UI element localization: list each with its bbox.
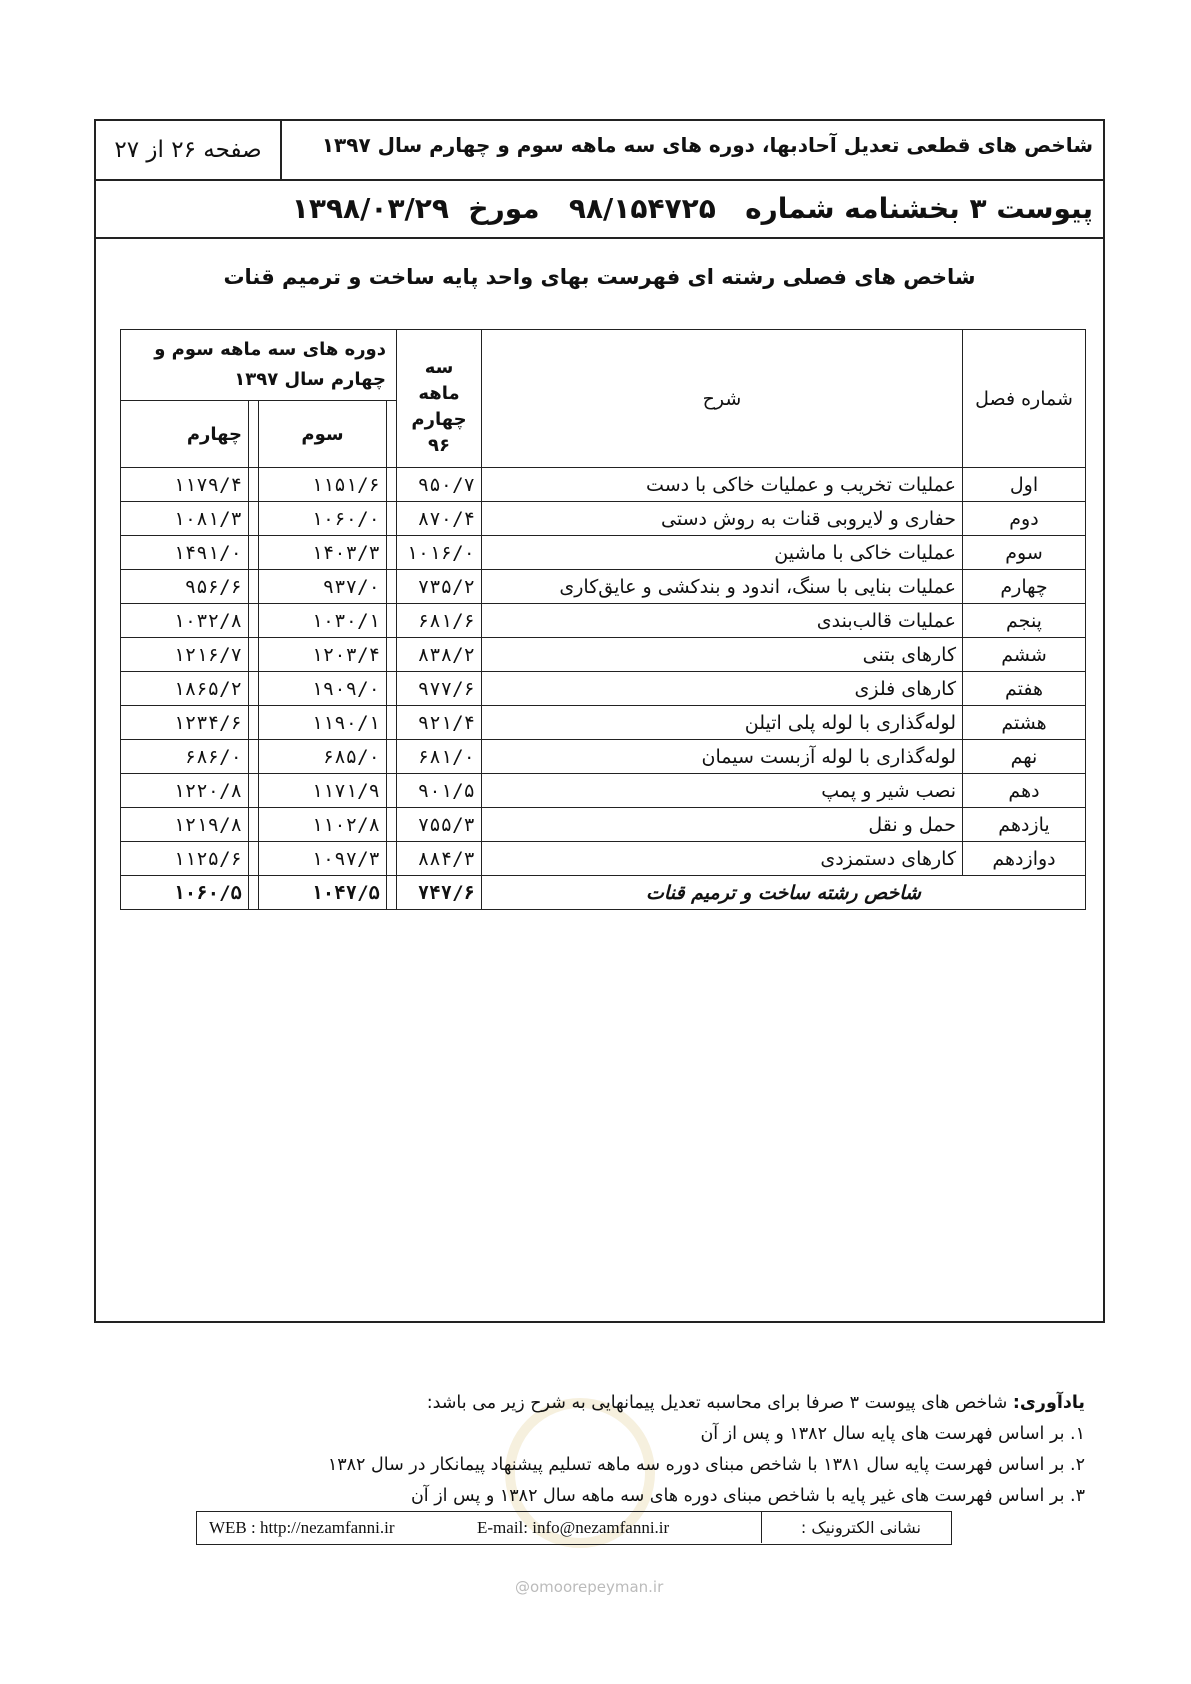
section-name: یازدهم (963, 808, 1086, 842)
fourth-quarter-value: ۱۲۱۶/۷ (121, 638, 249, 672)
header-row (96, 121, 1103, 181)
fourth-quarter-value: ۱۲۲۰/۸ (121, 774, 249, 808)
email-link[interactable]: E-mail: info@nezamfanni.ir (477, 1518, 670, 1537)
note-item-2: ۲. بر اساس فهرست پایه سال ۱۳۸۱ با شاخص مبنای دوره سه ماهه تسلیم پیشنهاد پیمانکار در سال ۱۳۸۲ (327, 1455, 1085, 1475)
fourth-quarter-value: ۶۸۶/۰ (121, 740, 249, 774)
separator-cell (387, 876, 397, 910)
separator-cell (387, 502, 397, 536)
separator-cell (249, 570, 259, 604)
table-row (121, 774, 1086, 808)
separator-cell (249, 536, 259, 570)
third-quarter-value: ۱۱۹۰/۱ (259, 706, 387, 740)
section-name: پنجم (963, 604, 1086, 638)
base-index-value: ۹۲۱/۴ (397, 706, 482, 740)
separator-cell (387, 468, 397, 502)
header-section: شماره فصل (963, 330, 1086, 468)
section-description: حمل و نقل (482, 808, 963, 842)
separator-cell (249, 502, 259, 536)
separator-cell (249, 842, 259, 876)
base-index-value: ۸۷۰/۴ (397, 502, 482, 536)
notes-intro (328, 1388, 1085, 1419)
section-description: کارهای فلزی (482, 672, 963, 706)
table-row (121, 740, 1086, 774)
separator-cell (249, 808, 259, 842)
table-row (121, 638, 1086, 672)
section-description: عملیات بنایی با سنگ، اندود و بندکشی و عایق‌کاری (482, 570, 963, 604)
table-row (121, 536, 1086, 570)
third-quarter-value: ۹۳۷/۰ (259, 570, 387, 604)
separator-cell (387, 401, 397, 468)
section-description: عملیات قالب‌بندی (482, 604, 963, 638)
section-description: کارهای بتنی (482, 638, 963, 672)
total-description: شاخص رشته ساخت و ترمیم قنات (482, 876, 1086, 910)
fourth-quarter-value: ۱۰۸۱/۳ (121, 502, 249, 536)
separator-cell (387, 706, 397, 740)
header-third-quarter: سوم (259, 401, 387, 468)
section-name: هفتم (963, 672, 1086, 706)
table-row (121, 706, 1086, 740)
separator-cell (387, 536, 397, 570)
total-row (121, 876, 1086, 910)
section-name: دوم (963, 502, 1086, 536)
third-quarter-value: ۱۱۰۲/۸ (259, 808, 387, 842)
third-quarter-value: ۱۱۷۱/۹ (259, 774, 387, 808)
separator-cell (387, 570, 397, 604)
separator-cell (249, 672, 259, 706)
watermark-text: @omoorepeyman.ir (515, 1578, 664, 1596)
table-row (121, 570, 1086, 604)
section-name: اول (963, 468, 1086, 502)
total-third-value: ۱۰۴۷/۵ (259, 876, 387, 910)
separator-cell (249, 638, 259, 672)
separator-cell (387, 740, 397, 774)
section-name: دوازدهم (963, 842, 1086, 876)
separator-cell (387, 808, 397, 842)
third-quarter-value: ۱۴۰۳/۳ (259, 536, 387, 570)
section-name: چهارم (963, 570, 1086, 604)
third-quarter-value: ۱۰۶۰/۰ (259, 502, 387, 536)
separator-cell (387, 604, 397, 638)
header-title: شاخص های قطعی تعدیل آحادبها، دوره های سه ماهه سوم و چهارم سال ۱۳۹۷ (321, 133, 1093, 157)
contact-footer (196, 1511, 952, 1545)
section-description: عملیات خاکی با ماشین (482, 536, 963, 570)
separator-cell (249, 468, 259, 502)
table-row (121, 842, 1086, 876)
third-quarter-value: ۱۰۹۷/۳ (259, 842, 387, 876)
base-index-value: ۶۸۱/۰ (397, 740, 482, 774)
fourth-quarter-value: ۱۲۳۴/۶ (121, 706, 249, 740)
base-index-value: ۸۳۸/۲ (397, 638, 482, 672)
section-description: لوله‌گذاری با لوله آزبست سیمان (482, 740, 963, 774)
fourth-quarter-value: ۱۸۶۵/۲ (121, 672, 249, 706)
base-index-value: ۷۳۵/۲ (397, 570, 482, 604)
header-period-group: دوره های سه ماهه سوم و چهارم سال ۱۳۹۷ (121, 330, 397, 401)
table-body (121, 468, 1086, 910)
section-name: ششم (963, 638, 1086, 672)
table-row (121, 604, 1086, 638)
third-quarter-value: ۱۲۰۳/۴ (259, 638, 387, 672)
table-title: شاخص های فصلی رشته ای فهرست بهای واحد پایه ساخت و ترمیم قنات (223, 265, 976, 289)
section-name: دهم (963, 774, 1086, 808)
base-index-value: ۷۵۵/۳ (397, 808, 482, 842)
fourth-quarter-value: ۱۰۳۲/۸ (121, 604, 249, 638)
base-index-value: ۱۰۱۶/۰ (397, 536, 482, 570)
circular-reference: پیوست ۳ بخشنامه شماره ۹۸/۱۵۴۷۲۵ مورخ ۱۳۹۸/۰۳/۲۹ (291, 192, 1093, 225)
section-description: لوله‌گذاری با لوله پلی اتیلن (482, 706, 963, 740)
section-description: حفاری و لایروبی قنات به روش دستی (482, 502, 963, 536)
third-quarter-value: ۶۸۵/۰ (259, 740, 387, 774)
note-item-3: ۳. بر اساس فهرست های غیر پایه با شاخص مبنای دوره های سه ماهه سال ۱۳۸۲ و پس از آن (410, 1486, 1085, 1506)
total-base-value: ۷۴۷/۶ (397, 876, 482, 910)
separator-cell (249, 876, 259, 910)
circular-row (96, 181, 1103, 239)
note-item-1: ۱. بر اساس فهرست های پایه سال ۱۳۸۲ و پس از آن (700, 1424, 1085, 1444)
page-frame (94, 119, 1105, 1323)
header-fourth-quarter: چهارم (121, 401, 249, 468)
fourth-quarter-value: ۱۱۲۵/۶ (121, 842, 249, 876)
base-index-value: ۹۵۰/۷ (397, 468, 482, 502)
total-fourth-value: ۱۰۶۰/۵ (121, 876, 249, 910)
section-name: نهم (963, 740, 1086, 774)
notes-intro-text: شاخص های پیوست ۳ صرفا برای محاسبه تعدیل پیمانهایی به شرح زیر می باشد: (426, 1393, 1013, 1413)
third-quarter-value: ۱۰۳۰/۱ (259, 604, 387, 638)
table-row (121, 468, 1086, 502)
section-description: نصب شیر و پمپ (482, 774, 963, 808)
separator-cell (387, 842, 397, 876)
header-description: شرح (482, 330, 963, 468)
base-index-value: ۶۸۱/۶ (397, 604, 482, 638)
notes (328, 1388, 1085, 1512)
notes-heading: یادآوری: (1012, 1393, 1085, 1413)
base-index-value: ۹۷۷/۶ (397, 672, 482, 706)
separator-cell (249, 774, 259, 808)
third-quarter-value: ۱۱۵۱/۶ (259, 468, 387, 502)
website-link[interactable]: WEB : http://nezamfanni.ir (209, 1518, 395, 1537)
base-index-value: ۸۸۴/۳ (397, 842, 482, 876)
section-name: سوم (963, 536, 1086, 570)
fourth-quarter-value: ۱۱۷۹/۴ (121, 468, 249, 502)
base-index-value: ۹۰۱/۵ (397, 774, 482, 808)
table-row (121, 672, 1086, 706)
section-name: هشتم (963, 706, 1086, 740)
separator-cell (249, 706, 259, 740)
section-description: عملیات تخریب و عملیات خاکی با دست (482, 468, 963, 502)
page-number: صفحه ۲۶ از ۲۷ (96, 121, 282, 179)
separator-cell (387, 638, 397, 672)
separator-cell (249, 604, 259, 638)
third-quarter-value: ۱۹۰۹/۰ (259, 672, 387, 706)
fourth-quarter-value: ۹۵۶/۶ (121, 570, 249, 604)
contact-label: نشانی الکترونیک : (761, 1512, 951, 1543)
fourth-quarter-value: ۱۲۱۹/۸ (121, 808, 249, 842)
fourth-quarter-value: ۱۴۹۱/۰ (121, 536, 249, 570)
table-row (121, 808, 1086, 842)
separator-cell (387, 774, 397, 808)
index-table (120, 329, 1086, 910)
separator-cell (387, 672, 397, 706)
header-base-period: سه ماهه چهارم ۹۶ (397, 330, 482, 468)
section-description: کارهای دستمزدی (482, 842, 963, 876)
separator-cell (249, 401, 259, 468)
separator-cell (249, 740, 259, 774)
table-row (121, 502, 1086, 536)
